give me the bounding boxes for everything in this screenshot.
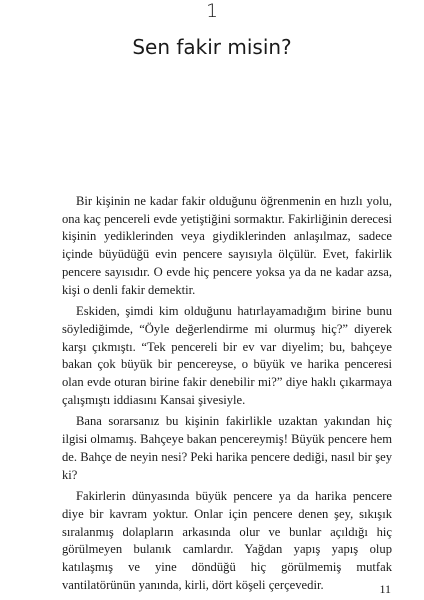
paragraph: Bana sorarsanız bu kişinin fakirlikle uzaktan yakından hiç ilgisi olmamış. Bahçeye bakan pencereymiş! Büyük pencere hem de. Bahçe de neyin nesi? Peki harika pencere dediği, nasıl bir şey ki? bbox=[62, 414, 392, 482]
chapter-title: Sen fakir misin? bbox=[132, 35, 292, 59]
paragraph: Fakirlerin dünyasında büyük pencere ya da harika pencere diye bir kavram yoktur. Onlar için pencere denen şey, sıkışık sıralanmış dolapların arkasında olur ve bunlar açıldığı hiç görülmeyen bulanık camlardır. Yağdan yapış yapış olup katılaşmış ve yine döndüğü hiç görülmemiş mutfak vantilatörünün yanında, kirli, dört köşeli çerçevedir. bbox=[62, 489, 392, 592]
paragraph: Bir kişinin ne kadar fakir olduğunu öğrenmenin en hızlı yolu, ona kaç pencereli evde yetiştiğini sormaktır. Fakirliğinin derecesi kişinin yediklerinden veya giydiklerinden anlaşılmaz, sadece içinde büyüdüğü evin pencere sayısıyla ölçülür. Evet, fakirlik pencere sayısıdır. O evde hiç pencere yoksa ya da ne kadar azsa, kişi o denli fakir demektir. bbox=[62, 194, 392, 297]
page-number: 11 bbox=[379, 582, 391, 596]
chapter-number: 1 bbox=[205, 0, 219, 22]
paragraph: Eskiden, şimdi kim olduğunu hatırlayamadığım birine bunu söylediğimde, “Öyle değerlendirme mi olurmuş hiç?” diyerek karşı çıkmıştı. “Tek pencereli bir ev var diyelim; bu, bahçeye bakan çok büyük bir pencereyse, o büyük ve harika penceresi olan evde oturan birine fakir denebilir mi?” diye haklı çıkarmaya çalışmıştı iddiasını Kansai şivesiyle. bbox=[62, 304, 392, 407]
body-text bbox=[62, 193, 392, 598]
